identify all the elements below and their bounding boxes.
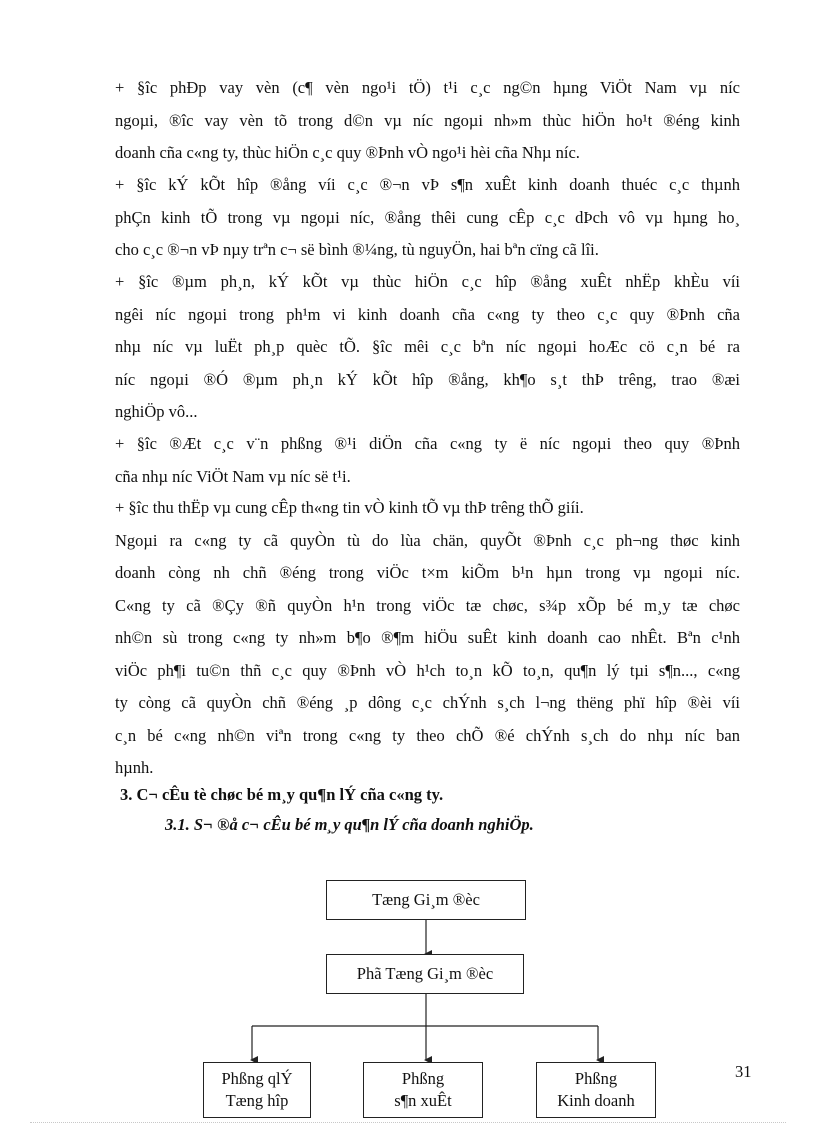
- text-line: ngêi níc ngoµi trong ph¹m vi kinh doanh cña c«ng ty theo c¸c quy ®Þnh cña: [115, 304, 740, 324]
- text-line: cña nhµ níc ViÖt Nam vµ níc së t¹i.: [115, 466, 351, 486]
- text-line: viÖc ph¶i tu©n thñ c¸c quy ®Þnh vÒ h¹ch to¸n kÕ to¸n, qu¶n lý tµi s¶n..., c«ng: [115, 660, 740, 680]
- text-line: ty còng cã quyÒn chñ ®éng ¸p dông c¸c chÝnh s¸ch l¬ng thëng phï hîp ®èi víi: [115, 693, 740, 712]
- org-box-business-department: [536, 1062, 656, 1118]
- text-line: doanh cña c«ng ty, thùc hiÖn c¸c quy ®Þnh vÒ ngo¹i hèi cña Nhµ níc.: [115, 143, 580, 162]
- text-line: nghiÖp vô...: [115, 402, 198, 421]
- text-line: cho c¸c ®¬n vÞ nµy trªn c¬ së bình ®¼ng, tù nguyÖn, hai bªn cïng cã lîi.: [115, 240, 599, 259]
- text-line: hµnh.: [115, 758, 154, 777]
- subsection-heading: 3.1. S¬ ®å c¬ cÊu bé m¸y qu¶n lÝ cña doanh nghiÖp.: [165, 815, 534, 834]
- text-line: Ngoµi ra c«ng ty cã quyÒn tù do lùa chän, quyÕt ®Þnh c¸c ph¬ng thøc kinh: [115, 530, 740, 550]
- org-box-label: Phßng: [401, 1069, 445, 1088]
- org-box-production-department: [363, 1062, 483, 1118]
- org-box-deputy-director: [326, 954, 524, 994]
- text-line: + §îc ®Æt c¸c v¨n phßng ®¹i diÖn cña c«ng ty ë níc ngoµi theo quy ®Þnh: [115, 434, 740, 453]
- org-box-label: Tæng Gi¸m ®èc: [372, 890, 480, 909]
- org-box-label: Phßng qlÝ: [221, 1069, 293, 1088]
- text-line: + §îc kÝ kÕt hîp ®ång víi c¸c ®¬n vÞ s¶n xuÊt kinh doanh thuéc c¸c thµnh: [115, 175, 740, 194]
- org-box-label: s¶n xuÊt: [394, 1091, 452, 1110]
- text-line: doanh còng nh chñ ®éng trong viÖc t×m kiÕm b¹n hµn trong vµ ngoµi níc.: [115, 563, 740, 582]
- page-number: 31: [735, 1062, 752, 1081]
- text-line: + §îc thu thËp vµ cung cÊp th«ng tin vÒ kinh tÕ vµ thÞ trêng thÕ giíi.: [115, 498, 584, 517]
- text-line: nh©n sù trong c«ng ty nh»m b¶o ®¶m hiÖu suÊt kinh doanh cao nhÊt. Bªn c¹nh: [115, 628, 740, 647]
- org-box-admin-department: [203, 1062, 311, 1118]
- org-box-label: Tæng hîp: [225, 1091, 289, 1110]
- org-box-label: Kinh doanh: [557, 1091, 635, 1110]
- text-line: + §îc phÐp vay vèn (c¶ vèn ngo¹i tÖ) t¹i c¸c ng©n hµng ViÖt Nam vµ níc: [115, 78, 740, 97]
- section-heading: 3. C¬ cÊu tè chøc bé m¸y qu¶n lÝ cña c«ng ty.: [120, 785, 444, 804]
- text-line: ngoµi, ®îc vay vèn tõ trong d©n vµ níc ngoµi nh»m thùc hiÖn ho¹t ®éng kinh: [115, 110, 740, 130]
- text-line: phÇn kinh tÕ trong vµ ngoµi níc, ®ång thêi cung cÊp c¸c dÞch vô vµ hµng ho¸: [115, 207, 740, 227]
- text-line: níc ngoµi ®Ó ®µm ph¸n kÝ kÕt hîp ®ång, kh¶o s¸t thÞ trêng, trao ®æi: [115, 369, 740, 389]
- org-box-label: Phßng: [574, 1069, 618, 1088]
- text-line: + §îc ®µm ph¸n, kÝ kÕt vµ thùc hiÖn c¸c hîp ®ång xuÊt nhËp khÈu víi: [115, 272, 740, 291]
- org-box-label: Phã Tæng Gi¸m ®èc: [356, 964, 494, 983]
- text-line: c¸n bé c«ng nh©n viªn trong c«ng ty theo chÕ ®é chÝnh s¸ch do nhµ níc ban: [115, 725, 740, 745]
- text-line: C«ng ty cã ®Çy ®ñ quyÒn h¹n trong viÖc tæ chøc, s¾p xÕp bé m¸y tæ chøc: [115, 595, 740, 615]
- org-box-general-director: [326, 880, 526, 920]
- text-line: nhµ níc vµ luËt ph¸p quèc tÕ. §îc mêi c¸c bªn níc ngoµi hoÆc cö c¸n bé ra: [115, 337, 740, 356]
